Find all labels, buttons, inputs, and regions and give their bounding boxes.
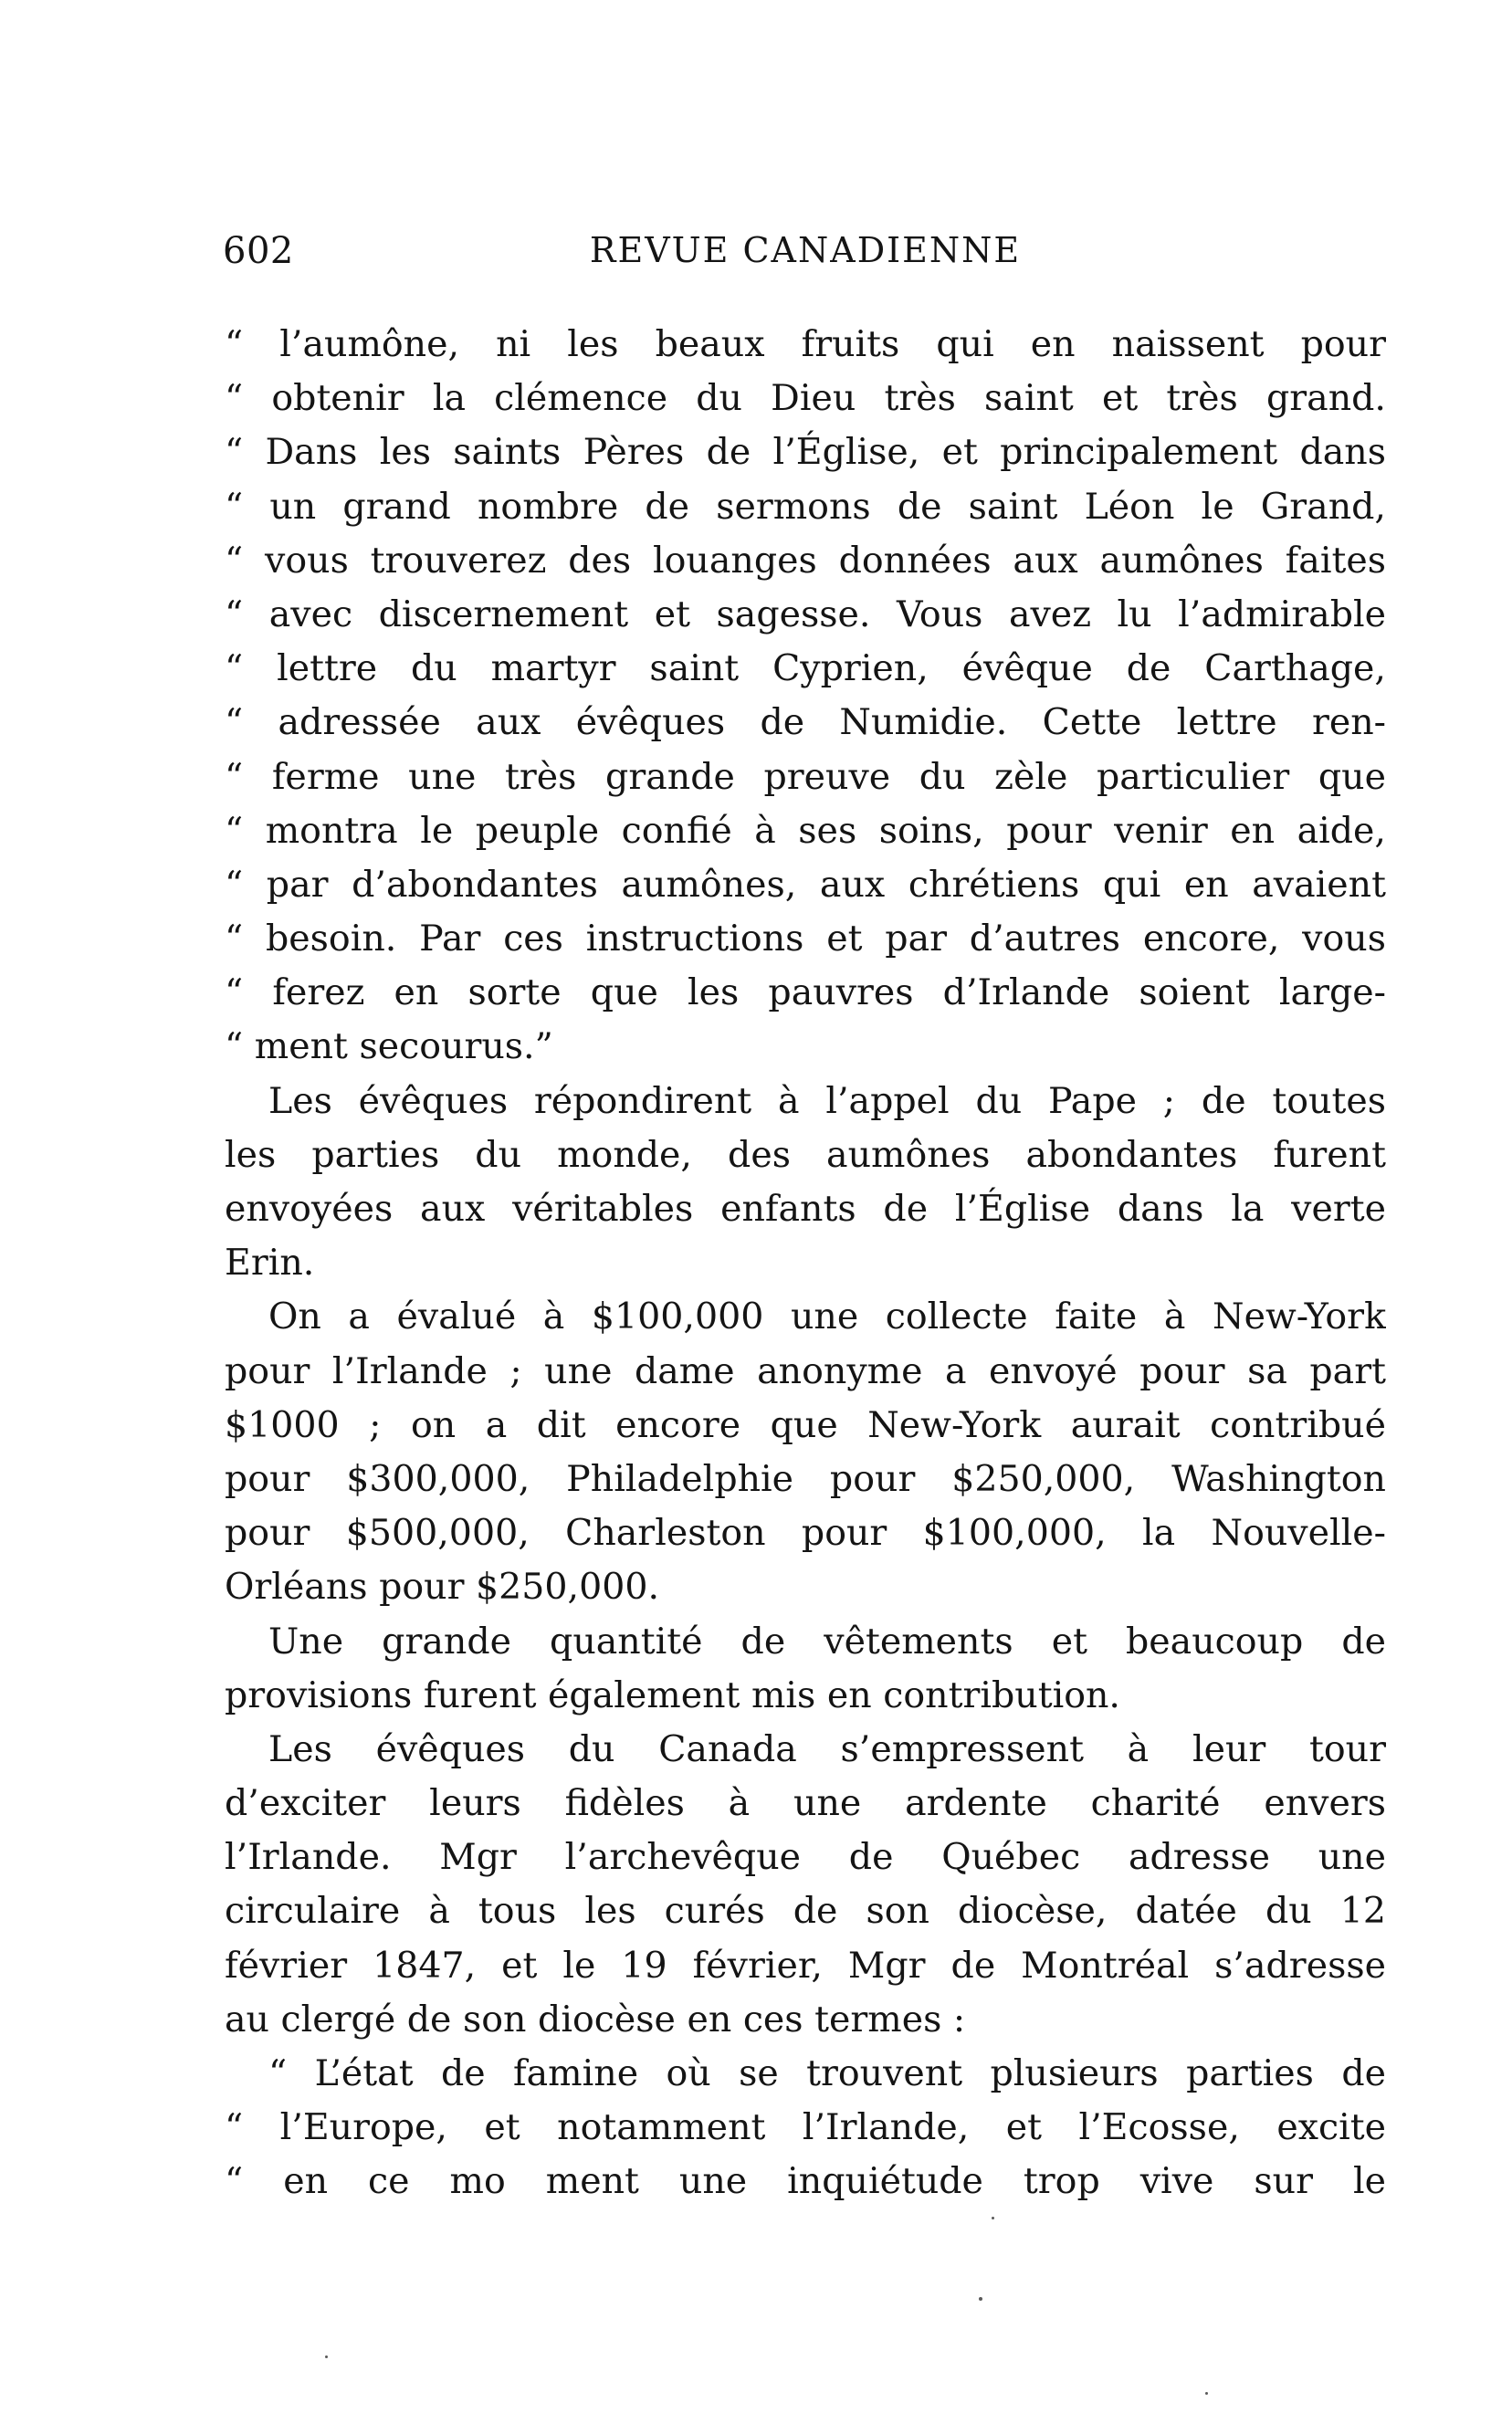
text-line: “ vous trouverez des louanges données aux aumônes faites	[225, 539, 1386, 582]
paragraph-first-line: Les évêques du Canada s’empressent à leur tour	[268, 1727, 1386, 1770]
paragraph-first-line: “ L’état de famine où se trouvent plusieurs parties de	[268, 2052, 1386, 2094]
paper-speck	[1205, 2392, 1208, 2395]
text-line: février 1847, et le 19 février, Mgr de Montréal s’adresse	[225, 1944, 1386, 1987]
text-line: “ l’Europe, et notamment l’Irlande, et l’Ecosse, excite	[225, 2106, 1386, 2149]
journal-title: REVUE CANADIENNE	[589, 230, 1022, 270]
paper-speck	[992, 2217, 994, 2219]
text-line: “ l’aumône, ni les beaux fruits qui en naissent pour	[225, 323, 1386, 365]
paragraph-first-line: On a évalué à $100,000 une collecte faite à New-York	[268, 1296, 1386, 1338]
text-line: $1000 ; on a dit encore que New-York aurait contribué	[225, 1403, 1386, 1446]
text-line: “ avec discernement et sagesse. Vous avez lu l’admirable	[225, 593, 1386, 635]
text-line: “ montra le peuple confié à ses soins, pour venir en aide,	[225, 809, 1386, 852]
text-line: au clergé de son diocèse en ces termes :	[225, 1998, 966, 2041]
text-line: provisions furent également mis en contribution.	[225, 1673, 1120, 1716]
text-line: “ en ce mo ment une inquiétude trop vive sur le	[225, 2160, 1386, 2203]
text-line: envoyées aux véritables enfants de l’Église dans la verte	[225, 1188, 1386, 1230]
running-head	[223, 230, 1388, 290]
paragraph-first-line: Les évêques répondirent à l’appel du Pape ; de toutes	[268, 1079, 1386, 1122]
text-line: l’Irlande. Mgr l’archevêque de Québec adresse une	[225, 1836, 1386, 1879]
text-line: “ par d’abondantes aumônes, aux chrétiens qui en avaient	[225, 863, 1386, 906]
text-line: pour $300,000, Philadelphie pour $250,000, Washington	[225, 1457, 1386, 1500]
text-line: Orléans pour $250,000.	[225, 1566, 660, 1609]
paper-speck	[325, 2355, 328, 2358]
text-line: les parties du monde, des aumônes abondantes furent	[225, 1133, 1386, 1176]
text-line: “ lettre du martyr saint Cyprien, évêque de Carthage,	[225, 647, 1386, 690]
text-line: “ obtenir la clémence du Dieu très saint et très grand.	[225, 377, 1386, 420]
text-line: “ ment secourus.”	[225, 1025, 553, 1068]
text-line: d’exciter leurs fidèles à une ardente charité envers	[225, 1782, 1386, 1825]
paper-speck	[979, 2297, 982, 2301]
text-line: “ besoin. Par ces instructions et par d’autres encore, vous	[225, 918, 1386, 960]
text-line: “ un grand nombre de sermons de saint Léon le Grand,	[225, 485, 1386, 528]
page-number: 602	[223, 230, 294, 272]
text-line: pour l’Irlande ; une dame anonyme a envoyé pour sa part	[225, 1349, 1386, 1392]
body-text	[225, 318, 1386, 2209]
text-line: Erin.	[225, 1242, 315, 1285]
text-line: “ ferez en sorte que les pauvres d’Irlande soient large-	[225, 971, 1386, 1014]
text-line: pour $500,000, Charleston pour $100,000, la Nouvelle-	[225, 1512, 1386, 1555]
paragraph-first-line: Une grande quantité de vêtements et beaucoup de	[268, 1620, 1386, 1663]
text-line: “ adressée aux évêques de Numidie. Cette lettre ren-	[225, 701, 1386, 744]
text-line: “ Dans les saints Pères de l’Église, et principalement dans	[225, 431, 1386, 474]
text-line: circulaire à tous les curés de son diocèse, datée du 12	[225, 1890, 1386, 1933]
text-line: “ ferme une très grande preuve du zèle particulier que	[225, 755, 1386, 798]
